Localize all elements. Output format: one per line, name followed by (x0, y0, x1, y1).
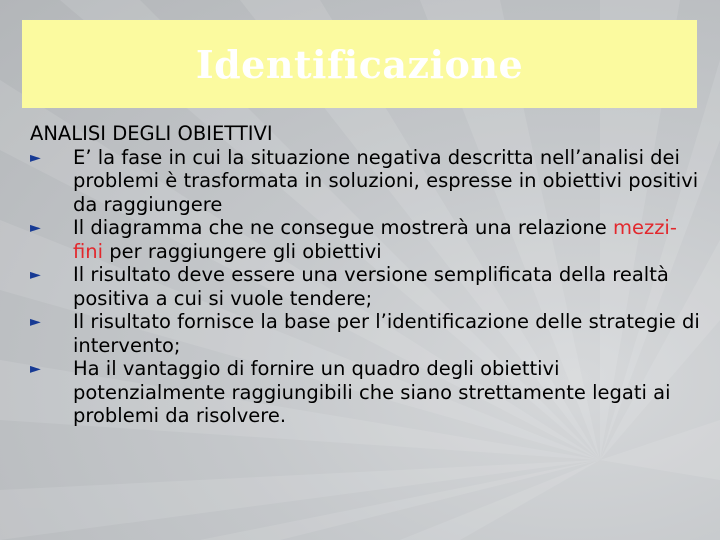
slide-body (30, 122, 700, 428)
bullet-text: per raggiungere gli obiettivi (103, 239, 382, 263)
bullet-list (30, 146, 700, 428)
bullet-text: Ha il vantaggio di fornire un quadro degli obiettivi potenzialmente raggiungibili che siano strettamente legati ai problemi da risolvere. (73, 357, 671, 427)
bullet-item (30, 216, 700, 263)
bullet-text: Il risultato deve essere una versione semplificata della realtà positiva a cui si vuole tendere; (73, 263, 669, 310)
bullet-item (30, 357, 700, 428)
slide-title: Identificazione (195, 41, 524, 87)
arrow-bullet-icon: ► (30, 314, 41, 330)
arrow-bullet-icon: ► (30, 267, 41, 283)
arrow-bullet-icon: ► (30, 149, 41, 166)
bullet-text: Il diagramma che ne consegue mostrerà una relazione (73, 216, 613, 239)
bullet-item (30, 263, 700, 310)
bullet-text: Il risultato fornisce la base per l’identificazione delle strategie di intervento; (73, 310, 700, 357)
bullet-item (30, 146, 700, 217)
section-heading: ANALISI DEGLI OBIETTIVI (30, 122, 273, 145)
title-banner (22, 20, 697, 108)
bullet-item (30, 310, 700, 357)
bullet-text: E’ la fase in cui la situazione negativa descritta nell’analisi dei problemi è trasformata in soluzioni, espresse in obiettivi positivi da raggiungere (73, 145, 699, 216)
arrow-bullet-icon: ► (30, 220, 41, 236)
arrow-bullet-icon: ► (30, 361, 41, 377)
highlighted-term: mezzi-fini (73, 216, 677, 263)
